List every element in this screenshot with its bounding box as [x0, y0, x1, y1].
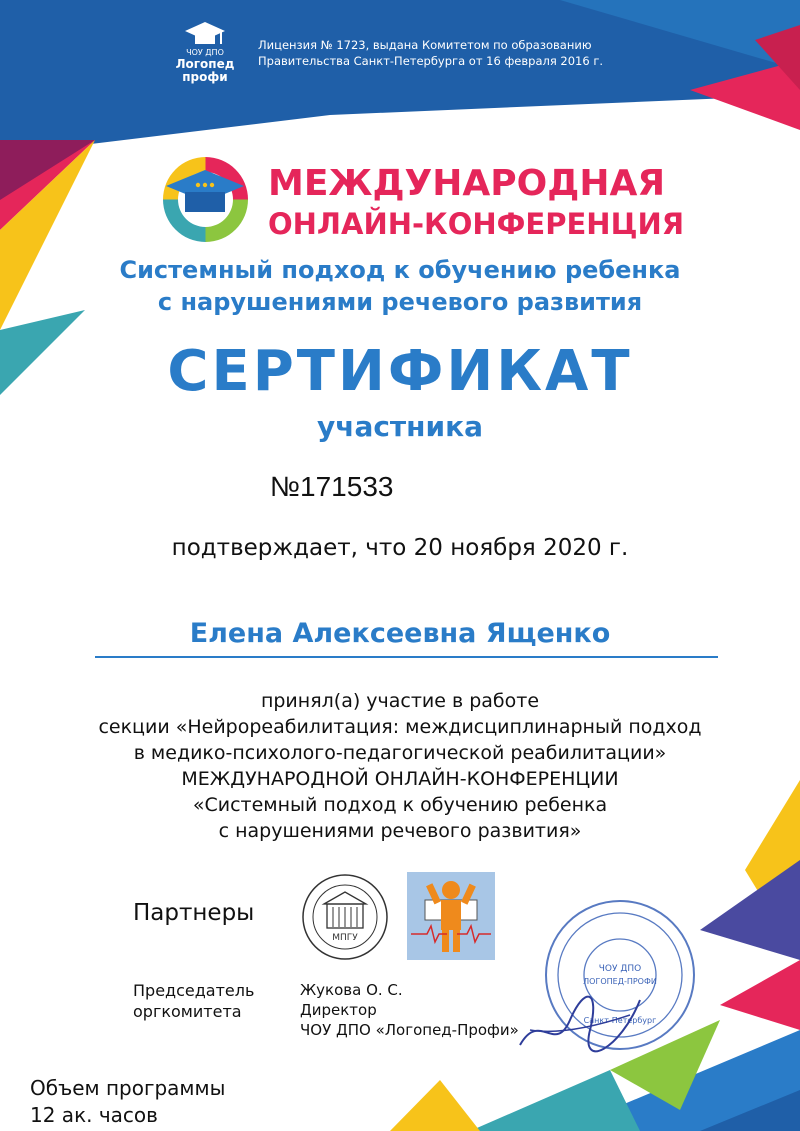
- conference-subtitle-line-1: Системный подход к обучению ребенка: [119, 256, 681, 284]
- logo-line-1: ЧОУ ДПО: [186, 48, 224, 57]
- body-line-2: секции «Нейрореабилитация: междисциплинарный подход: [98, 716, 702, 738]
- signature-scribble: [510, 970, 650, 1060]
- signer-title: Директор: [300, 1001, 377, 1019]
- conference-logo-icon: [158, 152, 253, 247]
- body-line-3: в медико-психолого-педагогической реабилитации»: [133, 742, 667, 764]
- program-line-1: Объем программы: [30, 1076, 226, 1100]
- body-line-5: «Системный подход к обучению ребенка: [192, 794, 608, 816]
- stamp-bottom-text: Санкт-Петербург: [583, 1016, 657, 1025]
- stamp-center-line-2: ЛОГОПЕД-ПРОФИ: [583, 977, 657, 986]
- logo-line-3: профи: [182, 70, 228, 84]
- graduation-cap-icon: [183, 20, 227, 48]
- name-underline: [95, 656, 718, 658]
- conference-title-line-1: МЕЖДУНАРОДНАЯ: [268, 163, 666, 204]
- logopedprofi-logo: [170, 20, 240, 100]
- body-line-6: с нарушениями речевого развития»: [218, 820, 582, 842]
- partners-label: Партнеры: [133, 900, 255, 926]
- mpgu-seal-logo: [300, 872, 390, 962]
- conference-title-line-2: ОНЛАЙН-КОНФЕРЕНЦИЯ: [268, 207, 685, 241]
- organizer-role: [133, 980, 254, 1022]
- mpgu-label: МПГУ: [332, 933, 358, 943]
- participant-name: Елена Алексеевна Ященко: [189, 618, 611, 649]
- signer-info: [300, 980, 519, 1040]
- certificate-subtitle: участника: [316, 410, 484, 443]
- license-text: [258, 37, 603, 69]
- certificate-title: СЕРТИФИКАТ: [167, 339, 633, 404]
- logo-line-2: Логопед: [175, 57, 235, 71]
- confirmation-text: подтверждает, что 20 ноября 2020 г.: [171, 535, 629, 561]
- conference-subtitle-line-2: с нарушениями речевого развития: [157, 288, 643, 316]
- certificate-number: №171533: [270, 471, 394, 502]
- license-line-1: Лицензия № 1723, выдана Комитетом по образованию: [258, 38, 592, 52]
- stamp-center-line-1: ЧОУ ДПО: [598, 964, 642, 974]
- program-volume: [30, 1075, 225, 1129]
- body-line-4: МЕЖДУНАРОДНОЙ ОНЛАЙН-КОНФЕРЕНЦИИ: [181, 768, 619, 790]
- role-line-2: оргкомитета: [133, 1002, 242, 1021]
- participation-body: [0, 688, 800, 844]
- program-line-2: 12 ак. часов: [30, 1103, 158, 1127]
- partner-child-logo: [407, 872, 495, 960]
- signer-name: Жукова О. С.: [300, 981, 403, 999]
- body-line-1: принял(а) участие в работе: [260, 690, 540, 712]
- license-line-2: Правительства Санкт-Петербурга от 16 февраля 2016 г.: [258, 54, 604, 68]
- signer-organization: ЧОУ ДПО «Логопед-Профи»: [300, 1021, 519, 1039]
- role-line-1: Председатель: [133, 981, 255, 1000]
